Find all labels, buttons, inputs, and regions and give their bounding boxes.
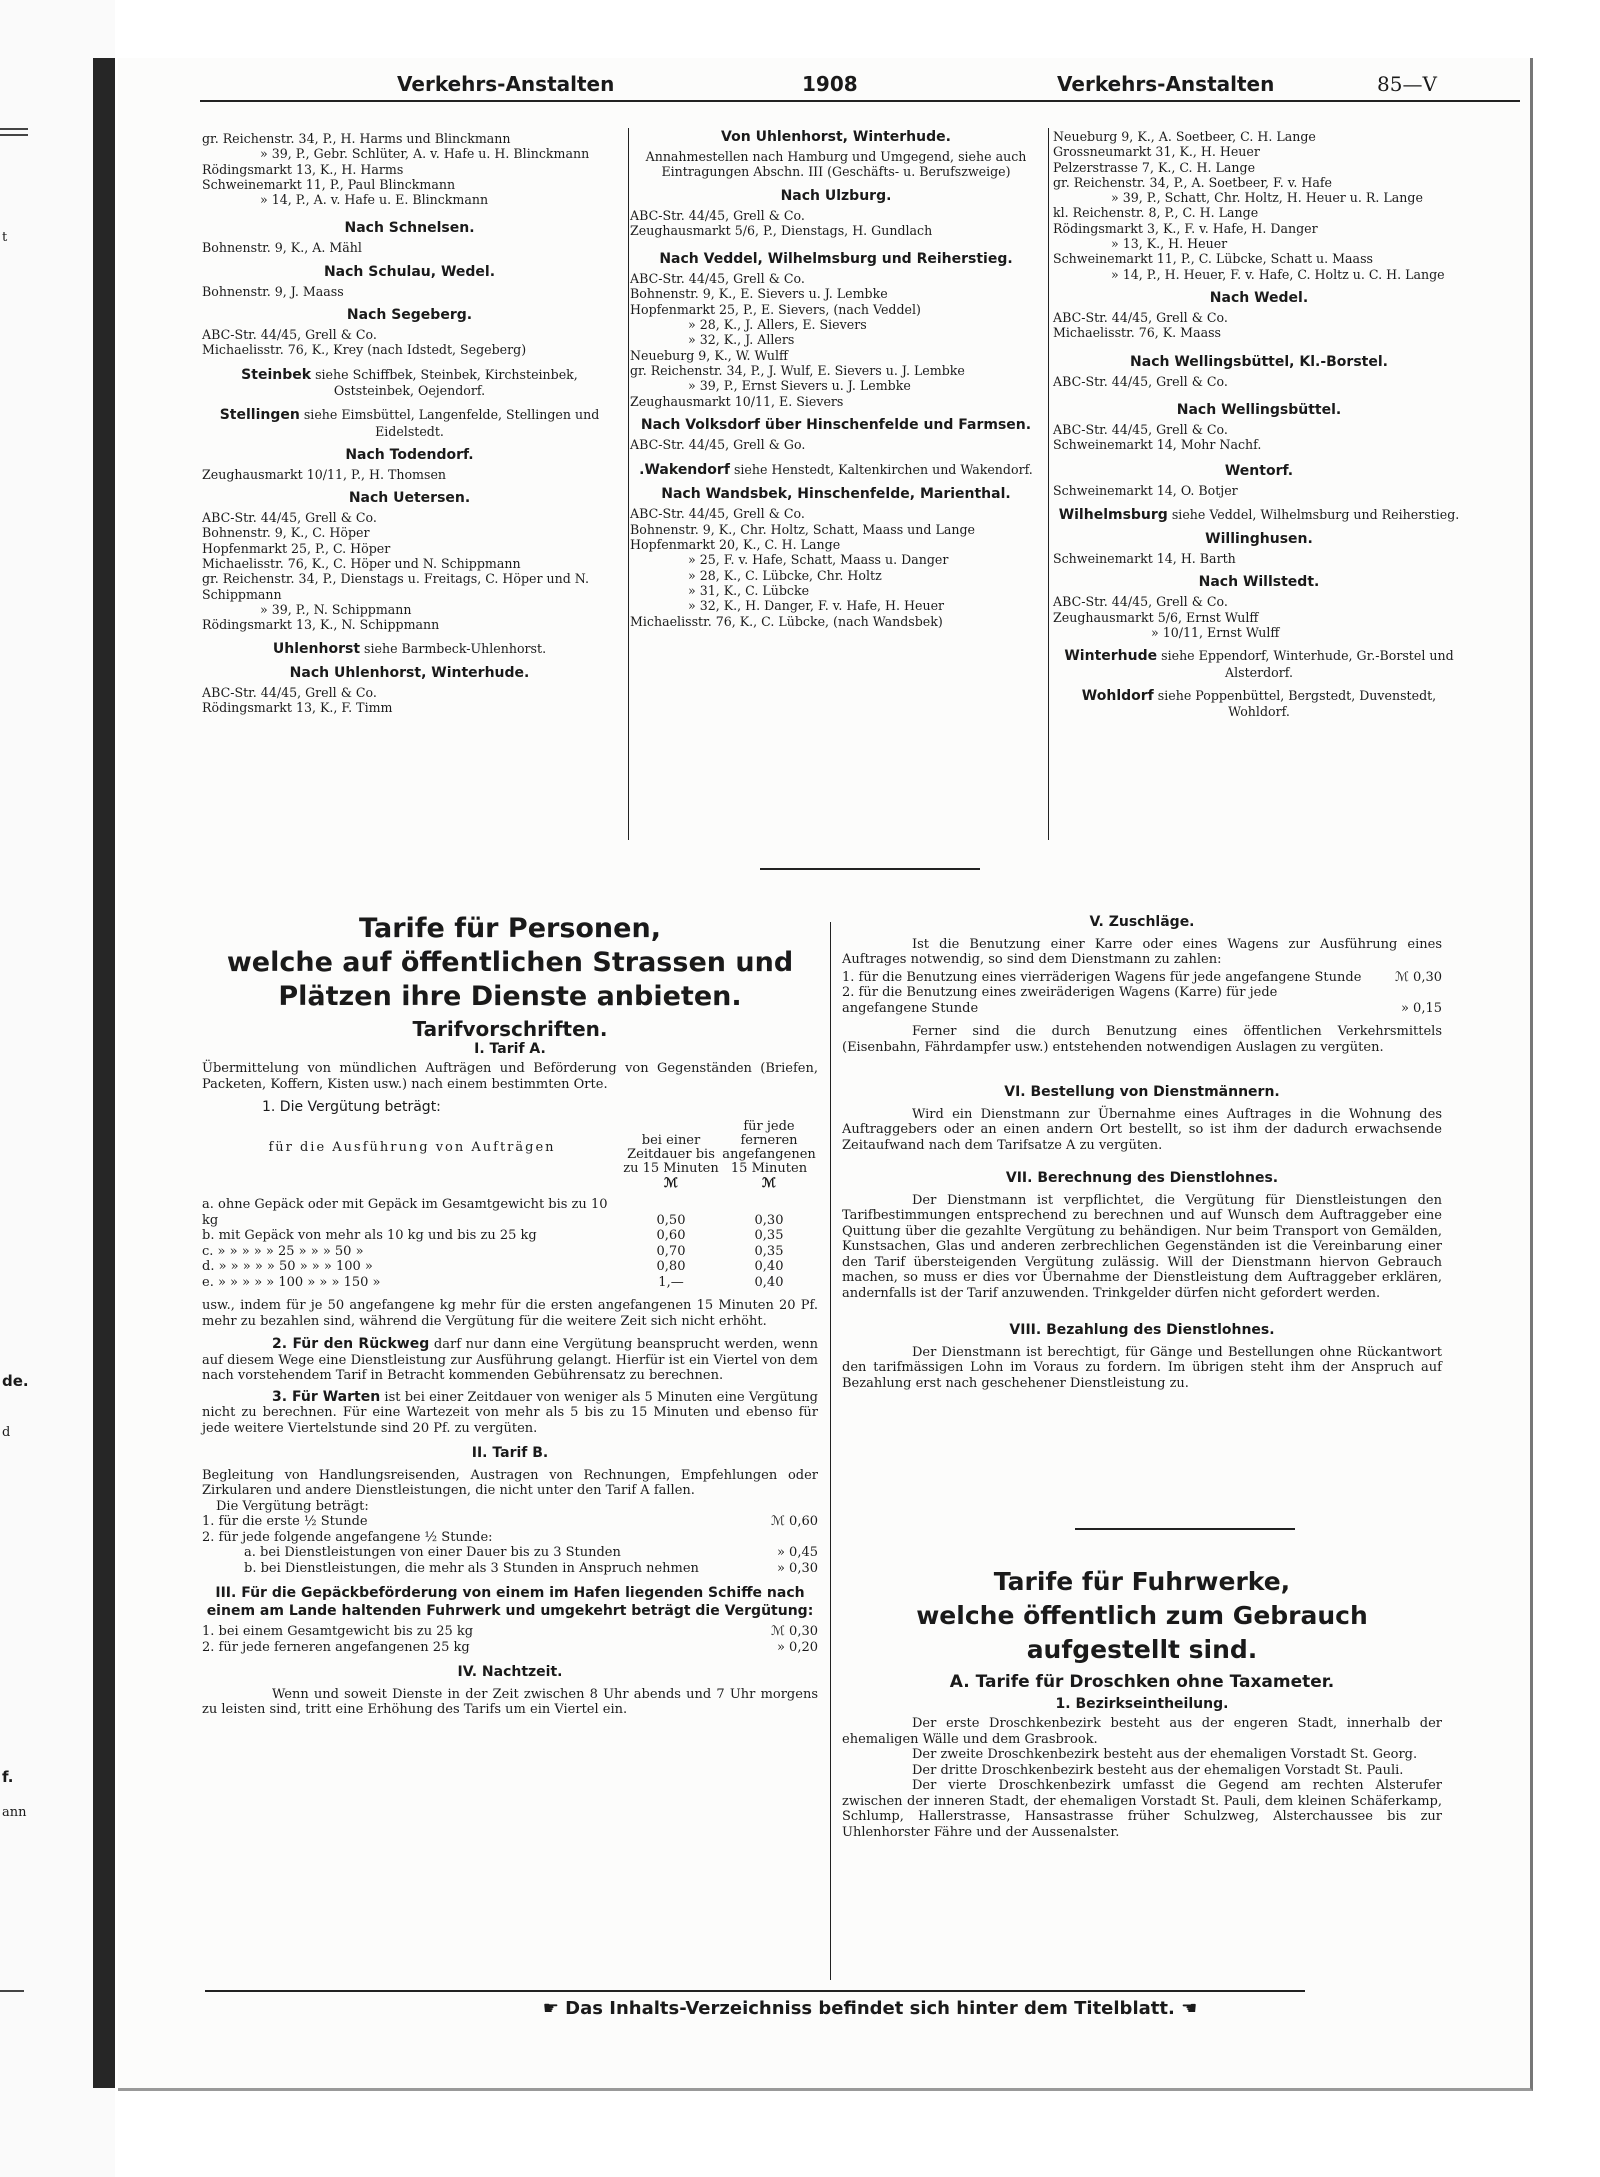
cell-value: 0,80 xyxy=(656,1259,686,1274)
item-value: ℳ 0,30 xyxy=(1395,969,1442,985)
directory-column-1 xyxy=(202,131,617,715)
paragraph: Wird ein Dienstmann zur Übernahme eines Auftrages in die Wohnung des Auftraggebers oder an einen andern Ort bestellt, so ist ihm der dadurch erwachsende Zeitaufwand nach dem Tarifsatze A zu vergüten. xyxy=(842,1106,1442,1153)
column-divider xyxy=(628,128,629,840)
pointing-hand-icon: ☚ xyxy=(1181,1998,1198,2019)
header-right: Verkehrs-Anstalten xyxy=(1057,72,1275,96)
tarife-personen-section xyxy=(202,912,818,1718)
directory-column-3 xyxy=(1053,129,1465,719)
entry: ABC-Str. 44/45, Grell & Go. xyxy=(630,436,806,452)
row-label: c. » » » » » 25 » » » 50 » xyxy=(202,1243,364,1259)
entry: Rödingsmarkt 3, K., F. v. Hafe, H. Danger xyxy=(1053,220,1318,236)
reference-text: siehe Henstedt, Kaltenkirchen und Wakendorf. xyxy=(733,462,1033,478)
entry: Zeughausmarkt 10/11, P., H. Thomsen xyxy=(202,466,447,482)
paragraph: Die Vergütung beträgt: xyxy=(216,1498,369,1514)
reference-text: siehe Eppendorf, Winterhude, Gr.-Borstel und Alsterdorf. xyxy=(1161,648,1454,680)
subsection-heading: II. Tarif B. xyxy=(471,1445,549,1461)
section-heading: Nach Wedel. xyxy=(1209,289,1309,306)
entry: ABC-Str. 44/45, Grell & Co. xyxy=(1053,421,1228,437)
item-label: 1. für die Benutzung eines vierräderigen Wagens für jede angefangene Stunde xyxy=(842,969,1362,985)
entry: ABC-Str. 44/45, Grell & Co. xyxy=(630,271,805,287)
paragraph: usw., indem für je 50 angefangene kg mehr für die ersten angefangenen 15 Minuten 20 Pf. mehr zu bezahlen sind, während die Vergütung für die weitere Zeit sich nicht erhöht. xyxy=(202,1298,818,1329)
entry: ABC-Str. 44/45, Grell & Co. xyxy=(1053,373,1228,389)
item-value: » 0,20 xyxy=(776,1639,818,1655)
section-heading: Nach Wellingsbüttel. xyxy=(1176,401,1342,418)
section-heading: Wentorf. xyxy=(1224,463,1294,480)
entry: ABC-Str. 44/45, Grell & Co. xyxy=(202,510,377,526)
cell-value: 0,35 xyxy=(754,1228,784,1243)
section-heading: Nach Uhlenhorst, Winterhude. xyxy=(289,664,530,681)
subtitle: A. Tarife für Droschken ohne Taxameter. xyxy=(949,1672,1335,1692)
entry: » 14, P., A. v. Hafe u. E. Blinckmann xyxy=(260,192,489,208)
entry: » 39, P., Schatt, Chr. Holtz, H. Heuer u. R. Lange xyxy=(1111,190,1423,206)
item-label: a. bei Dienstleistungen von einer Dauer bis zu 3 Stunden xyxy=(244,1545,621,1560)
subsection-heading: VIII. Bezahlung des Dienstlohnes. xyxy=(1009,1322,1275,1338)
item-label: 1. bei einem Gesamtgewicht bis zu 25 kg xyxy=(202,1624,474,1639)
entry: » 39, P., Ernst Sievers u. J. Lembke xyxy=(688,378,911,394)
item-label: 2. für jede ferneren angefangenen 25 kg xyxy=(202,1639,470,1655)
subsection-heading: VI. Bestellung von Dienstmännern. xyxy=(1004,1084,1280,1100)
entry: » 28, K., J. Allers, E. Sievers xyxy=(688,317,867,333)
paragraph-lead: 3. Für Warten xyxy=(272,1388,381,1405)
cross-reference xyxy=(202,367,617,399)
entry: » 28, K., C. Lübcke, Chr. Holtz xyxy=(688,567,882,583)
entry: Michaelisstr. 76, K., C. Höper und N. Schippmann xyxy=(202,556,521,572)
paragraph: Übermittelung von mündlichen Aufträgen und Beförderung von Gegenständen (Briefen, Packeten, Koffern, Kisten usw.) nach einem bestimmten Orte. xyxy=(202,1061,818,1092)
entry: » 13, K., H. Heuer xyxy=(1111,236,1228,252)
entry: Pelzerstrasse 7, K., C. H. Lange xyxy=(1053,159,1256,175)
section-heading: Nach Wellingsbüttel, Kl.-Borstel. xyxy=(1130,353,1388,370)
cross-reference xyxy=(1053,648,1465,680)
entry: Rödingsmarkt 13, K., F. Timm xyxy=(202,700,393,716)
list-item xyxy=(202,1624,818,1640)
gutter-fragment: d xyxy=(2,1425,11,1440)
list-item xyxy=(202,1514,818,1530)
item-value: ℳ 0,60 xyxy=(771,1514,818,1529)
entry: ABC-Str. 44/45, Grell & Co. xyxy=(202,684,377,700)
paragraph-text: ist bei einer Zeitdauer von weniger als 5 Minuten eine Vergütung nicht zu berechnen. Für eine Wartezeit von mehr als 5 bis zu 15 Minuten und ebenso für jede weitere Viertelstunde sind 20 Pf. zu vergüten. xyxy=(202,1389,818,1436)
entry: gr. Reichenstr. 34, P., J. Wulf, E. Sievers u. J. Lembke xyxy=(630,362,965,378)
entry: Michaelisstr. 76, K., C. Lübcke, (nach Wandsbek) xyxy=(630,613,943,629)
row-label: a. ohne Gepäck oder mit Gepäck im Gesamtgewicht bis zu 10 kg xyxy=(202,1197,608,1228)
paragraph: Der erste Droschkenbezirk besteht aus der engeren Stadt, innerhalb der ehemaligen Wälle und dem Grasbrook. xyxy=(842,1716,1442,1747)
item-label: 2. für die Benutzung eines zweiräderigen Wagens (Karre) für jede angefangene Stunde xyxy=(842,985,1278,1016)
entry: Michaelisstr. 76, K., Krey (nach Idstedt, Segeberg) xyxy=(202,342,527,358)
entry: » 10/11, Ernst Wulff xyxy=(1151,624,1280,640)
footer-rule xyxy=(205,1990,1305,1992)
subsection-heading: V. Zuschläge. xyxy=(1089,914,1195,930)
directory-column-2 xyxy=(630,126,1042,629)
header-rule xyxy=(200,100,1520,102)
paragraph xyxy=(202,1337,818,1384)
item-value: ℳ 0,30 xyxy=(771,1624,818,1639)
cross-reference xyxy=(202,641,617,657)
paragraph: Begleitung von Handlungsreisenden, Austragen von Rechnungen, Empfehlungen oder Zirkularen und andere Dienstleistungen, die nicht unter den Tarif A fallen. xyxy=(202,1467,818,1498)
zuschlaege-section xyxy=(842,915,1442,1391)
entry: ABC-Str. 44/45, Grell & Co. xyxy=(1053,594,1228,610)
entry: Schweinemarkt 14, H. Barth xyxy=(1053,551,1236,567)
entry: Schweinemarkt 14, O. Botjer xyxy=(1053,483,1238,499)
table-header: für die Ausführung von Aufträgen xyxy=(268,1139,556,1155)
paragraph: Der Dienstmann ist berechtigt, für Gänge und Bestellungen ohne Rückantwort den tarifmässigen Lohn im Voraus zu fordern. Im übrigen steht ihm der Anspruch auf Bezahlung erst nach geschehener Dienstleistung zu. xyxy=(842,1344,1442,1391)
item-value: » 0,15 xyxy=(1400,1000,1442,1016)
entry: gr. Reichenstr. 34, P., H. Harms und Blinckmann xyxy=(202,131,511,146)
section-heading: Nach Segeberg. xyxy=(346,307,473,324)
entry: Bohnenstr. 9, K., C. Höper xyxy=(202,525,370,541)
binding-shadow xyxy=(93,58,115,2088)
cell-value: 0,60 xyxy=(656,1228,686,1243)
gutter-fragment: f. xyxy=(2,1768,14,1786)
paragraph: 1. Die Vergütung beträgt: xyxy=(262,1099,441,1115)
list-item xyxy=(202,1640,818,1656)
paragraph: Ferner sind die durch Benutzung eines öffentlichen Verkehrsmittels (Eisenbahn, Fährdampfer usw.) entstehenden notwendigen Auslagen zu vergüten. xyxy=(842,1024,1442,1055)
paragraph-lead: 2. Für den Rückweg xyxy=(272,1336,430,1352)
cross-reference xyxy=(202,407,617,439)
cross-reference xyxy=(1053,507,1465,523)
section-heading: Nach Schnelsen. xyxy=(344,220,475,237)
cross-reference xyxy=(630,462,1042,478)
item-value: » 0,30 xyxy=(776,1560,818,1576)
place-name: Wohldorf xyxy=(1081,687,1154,704)
row-label: d. » » » » » 50 » » » 100 » xyxy=(202,1259,373,1274)
column-divider xyxy=(830,922,831,1980)
table-row xyxy=(202,1228,818,1244)
entry: ABC-Str. 44/45, Grell & Co. xyxy=(1053,309,1228,325)
paragraph: Der vierte Droschkenbezirk umfasst die Gegend am rechten Alsterufer zwischen der inneren Stadt, der ehemaligen Vorstadt St. Pauli, dem kleinen Schäferkamp, Schlump, Hallerstrasse, Hansastrasse früher Schulzweg, Alsterchaussee bis zur Uhlenhorster Fähre und der Aussenalster. xyxy=(842,1778,1442,1840)
column-divider xyxy=(1048,128,1049,840)
footer-note xyxy=(440,1998,1300,2024)
entry: Hopfenmarkt 20, K., C. H. Lange xyxy=(630,537,841,553)
section-rule xyxy=(1075,1528,1295,1530)
section-heading: Willinghusen. xyxy=(1205,531,1313,548)
item-label: 1. für die erste ½ Stunde xyxy=(202,1514,368,1529)
section-heading: Nach Volksdorf über Hinschenfelde und Farmsen. xyxy=(640,416,1032,433)
section-heading: Nach Ulzburg. xyxy=(780,187,892,204)
tarife-fuhrwerke-section xyxy=(842,1565,1442,1840)
section-rule xyxy=(760,868,980,870)
item-value: » 0,45 xyxy=(776,1545,818,1560)
cell-value: 0,40 xyxy=(754,1259,784,1274)
section-heading: Von Uhlenhorst, Winterhude. xyxy=(721,129,951,145)
list-item xyxy=(202,1561,818,1577)
entry: Bohnenstr. 9, K., A. Mähl xyxy=(202,240,362,256)
entry: gr. Reichenstr. 34, P., Dienstags u. Freitags, C. Höper und N. Schippmann xyxy=(202,571,590,602)
entry: Hopfenmarkt 25, P., C. Höper xyxy=(202,540,391,556)
place-name: Stellingen xyxy=(219,407,300,424)
entry: Schweinemarkt 11, P., Paul Blinckmann xyxy=(202,176,456,192)
section-title xyxy=(842,1565,1442,1667)
paragraph: Ist die Benutzung einer Karre oder eines Wagens zur Ausführung eines Auftrages notwendig, so sind dem Dienstmann zu zahlen: xyxy=(842,936,1442,967)
row-label: e. » » » » » 100 » » » 150 » xyxy=(202,1274,381,1290)
place-name: Uhlenhorst xyxy=(272,640,361,657)
item-label: b. bei Dienstleistungen, die mehr als 3 Stunden in Anspruch nehmen xyxy=(244,1560,699,1576)
title-line: Tarife für Fuhrwerke, xyxy=(993,1567,1291,1596)
footer-text: Das Inhalts-Verzeichniss befindet sich hinter dem Titelblatt. xyxy=(565,1998,1175,2019)
entry: » 32, K., H. Danger, F. v. Hafe, H. Heuer xyxy=(688,598,945,614)
place-name: Winterhude xyxy=(1064,648,1158,665)
paragraph-text: darf nur dann eine Vergütung beansprucht werden, wenn auf diesem Wege eine Dienstleistung zur Ausführung gelangt. Hierfür ist ein Viertel von dem nach vorstehendem Tarif in Betracht kommenden Gebührensatz zu berechnen. xyxy=(202,1337,818,1383)
table-row xyxy=(202,1191,818,1228)
section-heading: Nach Veddel, Wilhelmsburg und Reiherstieg. xyxy=(659,251,1013,268)
section-heading: Nach Wandsbek, Hinschenfelde, Marienthal. xyxy=(661,486,1011,503)
place-name: Wilhelmsburg xyxy=(1058,506,1168,523)
entry: » 32, K., J. Allers xyxy=(688,332,795,348)
subsection-heading: VII. Berechnung des Dienstlohnes. xyxy=(1005,1170,1279,1186)
entry: Bohnenstr. 9, K., E. Sievers u. J. Lembke xyxy=(630,286,888,302)
entry: gr. Reichenstr. 34, P., A. Soetbeer, F. v. Hafe xyxy=(1053,174,1332,190)
subsection-heading: I. Tarif A. xyxy=(474,1040,546,1057)
table-row xyxy=(202,1259,818,1275)
reference-text: siehe Eimsbüttel, Langenfelde, Stellingen und Eidelstedt. xyxy=(303,407,600,439)
entry: Bohnenstr. 9, K., Chr. Holtz, Schatt, Maass und Lange xyxy=(630,521,975,537)
table-header: für jede ferneren angefangenen 15 Minuten xyxy=(722,1118,816,1176)
list-item xyxy=(202,1530,818,1546)
list-item xyxy=(842,985,1442,1016)
entry: ABC-Str. 44/45, Grell & Co. xyxy=(630,207,805,223)
entry: Bohnenstr. 9, J. Maass xyxy=(202,283,344,299)
reference-text: siehe Poppenbüttel, Bergstedt, Duvenstedt, Wohldorf. xyxy=(1157,687,1437,720)
entry: » 14, P., H. Heuer, F. v. Hafe, C. Holtz u. C. H. Lange xyxy=(1111,266,1445,282)
subsection-heading: 1. Bezirkseintheilung. xyxy=(1055,1695,1229,1712)
section-heading: Nach Uetersen. xyxy=(348,490,471,507)
entry: » 31, K., C. Lübcke xyxy=(688,582,810,598)
entry: Rödingsmarkt 13, K., H. Harms xyxy=(202,161,404,177)
entry: » 39, P., Gebr. Schlüter, A. v. Hafe u. H. Blinckmann xyxy=(260,146,590,162)
list-item xyxy=(202,1545,818,1561)
table-header: bei einer Zeitdauer bis zu 15 Minuten xyxy=(623,1132,719,1176)
paragraph xyxy=(202,1390,818,1437)
title-line: Tarife für Personen, xyxy=(359,913,661,944)
paragraph: Der dritte Droschkenbezirk besteht aus der ehemaligen Vorstadt St. Pauli. xyxy=(912,1762,1404,1778)
subsection-heading: III. Für die Gepäckbeförderung von einem im Hafen liegenden Schiffe nach einem am Lande haltenden Fuhrwerk und umgekehrt beträgt die Vergütung: xyxy=(206,1585,814,1619)
tarif-a-table xyxy=(202,1120,818,1291)
entry: Annahmestellen nach Hamburg und Umgegend, siehe auch Eintragungen Abschn. III (Geschäfts- u. Berufszweige) xyxy=(645,149,1027,180)
entry: Michaelisstr. 76, K. Maass xyxy=(1053,325,1222,341)
section-heading: Nach Willstedt. xyxy=(1198,574,1320,591)
row-label: b. mit Gepäck von mehr als 10 kg und bis zu 25 kg xyxy=(202,1228,537,1243)
title-line: Plätzen ihre Dienste anbieten. xyxy=(278,981,742,1012)
cell-value: 0,30 xyxy=(754,1212,784,1228)
list-item xyxy=(842,970,1442,986)
gutter-fragment: t xyxy=(2,230,8,245)
cell-value: 0,50 xyxy=(656,1212,686,1228)
reference-text: siehe Schiffbek, Steinbek, Kirchsteinbek, Oststeinbek, Oejendorf. xyxy=(315,366,578,398)
title-line: welche auf öffentlichen Strassen und xyxy=(226,947,794,978)
header-year: 1908 xyxy=(802,72,858,96)
place-name: .Wakendorf xyxy=(639,462,730,479)
currency-label: ℳ xyxy=(664,1175,678,1191)
entry: Zeughausmarkt 10/11, E. Sievers xyxy=(630,393,844,409)
entry: Neueburg 9, K., A. Soetbeer, C. H. Lange xyxy=(1053,129,1316,144)
entry: » 39, P., N. Schippmann xyxy=(260,601,412,617)
page-number: 85—V xyxy=(1377,72,1437,96)
entry: ABC-Str. 44/45, Grell & Co. xyxy=(202,327,377,343)
place-name: Steinbek xyxy=(241,366,312,383)
paragraph: Der Dienstmann ist verpflichtet, die Vergütung für Dienstleistungen den Tarifbestimmungen entsprechend zu berechnen und auf Wunsch dem Auftraggeber eine Quittung über die gezahlte Vergütung zu behändigen. Nur beim Transport von Gemälden, Kunstsachen, Glas und anderen zerbrechlichen Gegenständen ist die Vereinbarung einer den Tarif übersteigenden Vergütung zulässig. Will der Dienstmann hiervon Gebrauch machen, so muss er dies vor Übernahme der Dienstleistung dem Auftraggeber erklären, andernfalls ist der Tarif anzuwenden. Trinkgelder dürfen nicht gefordert werden. xyxy=(842,1192,1442,1301)
entry: » 25, F. v. Hafe, Schatt, Maass u. Danger xyxy=(688,552,949,568)
table-row xyxy=(202,1275,818,1291)
cell-value: 1,— xyxy=(658,1274,684,1290)
pointing-hand-icon: ☛ xyxy=(542,1998,559,2019)
entry: Schweinemarkt 14, Mohr Nachf. xyxy=(1053,437,1262,453)
section-heading: Nach Todendorf. xyxy=(345,446,474,463)
entry: Schweinemarkt 11, P., C. Lübcke, Schatt u. Maass xyxy=(1053,251,1373,267)
cell-value: 0,70 xyxy=(656,1243,686,1259)
title-line: aufgestellt sind. xyxy=(1026,1635,1258,1664)
subtitle: Tarifvorschriften. xyxy=(412,1017,608,1041)
reference-text: siehe Veddel, Wilhelmsburg und Reiherstieg. xyxy=(1171,506,1460,522)
cell-value: 0,35 xyxy=(754,1243,784,1259)
entry: ABC-Str. 44/45, Grell & Co. xyxy=(630,506,805,522)
cell-value: 0,40 xyxy=(754,1274,784,1290)
currency-label: ℳ xyxy=(762,1175,776,1191)
gutter-fragment: de. xyxy=(2,1372,29,1390)
table-row xyxy=(202,1244,818,1260)
entry: Grossneumarkt 31, K., H. Heuer xyxy=(1053,144,1260,160)
item-label: 2. für jede folgende angefangene ½ Stunde: xyxy=(202,1529,493,1545)
header-left: Verkehrs-Anstalten xyxy=(397,72,615,96)
entry: Zeughausmarkt 5/6, Ernst Wulff xyxy=(1053,609,1259,625)
section-title xyxy=(202,912,818,1014)
entry: Neueburg 9, K., W. Wulff xyxy=(630,347,788,363)
title-line: welche öffentlich zum Gebrauch xyxy=(916,1601,1368,1630)
entry: Rödingsmarkt 13, K., N. Schippmann xyxy=(202,617,440,633)
reference-text: siehe Barmbeck-Uhlenhorst. xyxy=(364,640,547,656)
gutter-fragment: ann xyxy=(2,1805,27,1820)
paragraph: Wenn und soweit Dienste in der Zeit zwischen 8 Uhr abends und 7 Uhr morgens zu leisten sind, tritt eine Erhöhung des Tarifs um ein Viertel ein. xyxy=(202,1686,818,1717)
paragraph: Der zweite Droschkenbezirk besteht aus der ehemaligen Vorstadt St. Georg. xyxy=(912,1747,1418,1762)
entry: Zeughausmarkt 5/6, P., Dienstags, H. Gundlach xyxy=(630,222,933,238)
entry: kl. Reichenstr. 8, P., C. H. Lange xyxy=(1053,205,1259,221)
section-heading: Nach Schulau, Wedel. xyxy=(323,263,496,280)
entry: Hopfenmarkt 25, P., E. Sievers, (nach Veddel) xyxy=(630,301,921,317)
cross-reference xyxy=(1053,688,1465,720)
subsection-heading: IV. Nachtzeit. xyxy=(457,1664,563,1680)
page-header xyxy=(282,70,1522,98)
